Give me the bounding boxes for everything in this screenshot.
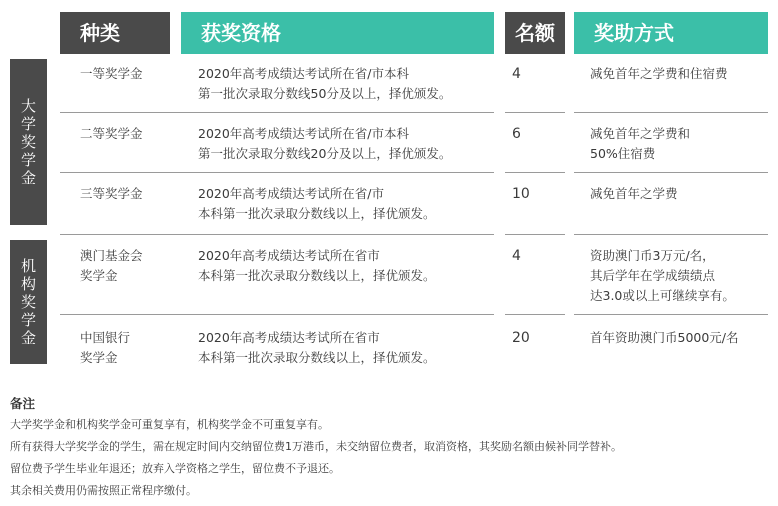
notes-section xyxy=(10,394,770,502)
row-4-type: 澳门基金会 奖学金 xyxy=(80,248,143,283)
row-5-method: 首年资助澳门币5000元/名 xyxy=(590,330,739,345)
row-divider xyxy=(60,314,494,315)
row-2-type: 二等奖学金 xyxy=(80,126,143,141)
row-1-qualification: 2020年高考成绩达考试所在省/市本科 第一批次录取分数线50分及以上，择优颁发。 xyxy=(198,66,452,101)
row-2-count: 6 xyxy=(512,126,521,142)
row-divider xyxy=(60,112,494,113)
row-4-qualification: 2020年高考成绩达考试所在省市 本科第一批次录取分数线以上，择优颁发。 xyxy=(198,248,436,283)
row-divider xyxy=(505,172,565,173)
row-divider xyxy=(505,112,565,113)
row-3-count: 10 xyxy=(512,186,530,202)
row-5-qualification: 2020年高考成绩达考试所在省市 本科第一批次录取分数线以上，择优颁发。 xyxy=(198,330,436,365)
row-divider xyxy=(505,314,565,315)
header-method: 奖助方式 xyxy=(574,12,768,54)
row-5-count: 20 xyxy=(512,330,530,346)
group-label-institution-text: 机构奖学金 xyxy=(20,257,36,347)
note-line: 大学奖学金和机构奖学金可重复享有，机构奖学金不可重复享有。 xyxy=(10,418,329,431)
header-qualification: 获奖资格 xyxy=(181,12,494,54)
row-divider xyxy=(574,172,768,173)
group-label-university xyxy=(10,59,47,225)
row-2-qualification: 2020年高考成绩达考试所在省/市本科 第一批次录取分数线20分及以上，择优颁发。 xyxy=(198,126,452,161)
row-1-method: 减免首年之学费和住宿费 xyxy=(590,66,728,81)
header-type: 种类 xyxy=(60,12,170,54)
row-3-qualification: 2020年高考成绩达考试所在省/市 本科第一批次录取分数线以上，择优颁发。 xyxy=(198,186,436,221)
row-divider xyxy=(60,172,494,173)
note-line: 所有获得大学奖学金的学生，需在规定时间内交纳留位费1万港币，未交纳留位费者，取消资格，其奖励名额由候补同学替补。 xyxy=(10,440,622,453)
row-divider xyxy=(60,234,494,235)
row-3-type: 三等奖学金 xyxy=(80,186,143,201)
row-3-method: 减免首年之学费 xyxy=(590,186,678,201)
row-2-method: 减免首年之学费和 50%住宿费 xyxy=(590,126,691,161)
group-label-university-text: 大学奖学金 xyxy=(20,97,36,187)
note-line: 留位费予学生毕业年退还；放弃入学资格之学生，留位费不予退还。 xyxy=(10,462,340,475)
row-5-type: 中国银行 奖学金 xyxy=(80,330,131,365)
note-line: 其余相关费用仍需按照正常程序缴付。 xyxy=(10,484,197,497)
notes-title: 备注 xyxy=(10,396,36,411)
row-divider xyxy=(574,314,768,315)
group-label-institution xyxy=(10,240,47,364)
row-divider xyxy=(574,112,768,113)
row-divider xyxy=(505,234,565,235)
row-4-method: 资助澳门币3万元/名， 其后学年在学成绩绩点 达3.0或以上可继续享有。 xyxy=(590,248,735,303)
row-divider xyxy=(574,234,768,235)
row-4-count: 4 xyxy=(512,248,521,264)
row-1-count: 4 xyxy=(512,66,521,82)
header-count: 名额 xyxy=(505,12,565,54)
row-1-type: 一等奖学金 xyxy=(80,66,143,81)
